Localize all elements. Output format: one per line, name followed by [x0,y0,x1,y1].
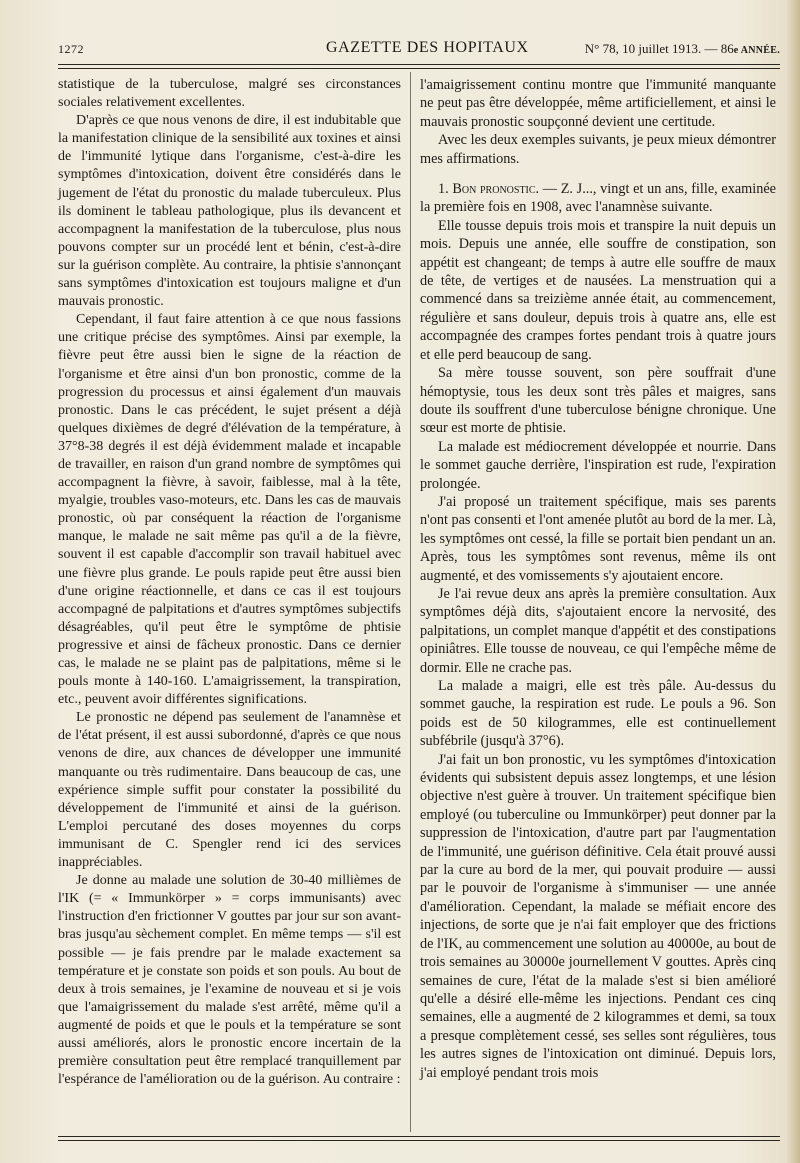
page-number: 1272 [58,42,84,56]
paragraph: Avec les deux exemples suivants, je peux mieux démontrer mes affirmations. [420,132,776,167]
paragraph: Le pronostic ne dépend pas seulement de l'anamnèse et de l'état présent, il est aussi subordonné, d'après ce que nous venons de dire, aux chances de développer une immunité manquante ou très rudimentaire. Dans beaucoup de cas, une expérience simple suffit pour constater la possibilité du développement de l'immunité et ainsi de la guérison. L'emploi percutané des doses moyennes du corps immunisant de C. Spengler rend ici des services inappréciables. [58,710,401,871]
paragraph: J'ai proposé un traitement spécifique, mais ses parents n'ont pas consenti et l'ont amenée plutôt au bord de la mer. Là, les symptômes ont cessé, la fille se portait bien pendant un an. Après, tous les symptômes sont revenus, même ils ont augmenté, et des vomissements s'y ajoutaient encore. [420,493,776,584]
case-text: — Z. J..., vingt et un ans, fille, examinée la première fois en 1908, avec l'anamnèse suivante. [420,181,776,216]
paragraph: Je donne au malade une solution de 30-40 millièmes de l'IK (= « Immunkörper » = corps immunisants) avec l'instruction d'en frictionner V gouttes par jour sur son avant-bras jusqu'au sèchement complet. En même temps — s'il est possible — je fais prendre par le malade exactement sa température et je constate son poids et son pouls. Au bout de deux à trois semaines, je l'examine de nouveau et si je vois que l'amaigrissement du malade s'est arrêté, même qu'il a augmenté de poids et que le pouls et la température se sont aussi améliorés, alors le pronostic encore incertain de la première consultation peut être remplacé tranquillement par l'espérance de l'amélioration ou de la guérison. Au contraire : [58,873,401,1088]
paragraph: Je l'ai revue deux ans après la première consultation. Aux symptômes déjà dits, s'ajoutaient encore la nervosité, des palpitations, un complet manque d'appétit et des constipations opiniâtres. Elle tousse de nouveau, ce qui l'empêche même de dormir. Elle ne crache pas. [420,585,776,676]
paragraph: La malade a maigri, elle est très pâle. Au-dessus du sommet gauche, la respiration est rude. Le pouls a 96. Son poids est de 50 kilogrammes, elle est continuellement subfébrile (jusqu'à 37°6). [420,678,776,750]
left-column [58,76,401,1089]
issue-info [585,41,780,57]
column-divider [410,72,411,1132]
paragraph: l'amaigrissement continu montre que l'immunité manquante ne peut pas être développée, même artificiellement, et ainsi le mauvais pronostic soupçonné devient une certitude. [420,77,776,130]
paragraph: statistique de la tuberculose, malgré ses circonstances sociales relativement excellentes. [58,77,401,111]
issue-date: N° 78, 10 juillet 1913. — 86 [584,41,734,56]
page-header [58,38,780,60]
header-rule [58,64,780,69]
paragraph: Elle tousse depuis trois mois et transpire la nuit depuis un mois. Depuis une année, elle souffre de constipation, son appétit est changeant; de temps à autre elle souffre de maux de tête, de vertiges et de nausées. La menstruation qui a commencé dans sa treizième année était, au commencement, régulière et sans douleur, depuis trois à quatre ans, elle est accompagnée des crampes fortes pendant trois à quatre jours et elle perd beaucoup de sang. [420,217,776,363]
paragraph: J'ai fait un bon pronostic, vu les symptômes d'intoxication évidents qui subsistent depuis assez longtemps, et une lésion objective n'est guère à trouver. Un traitement spécifique bien employé (ou tuberculine ou Immunkörper) peut donner par la suppression de l'intoxication, d'autre part par l'augmentation de l'immunité, une guérison définitive. Cela était prouvé aussi par la cure au bord de la mer, qui pouvait produire — aussi par le pouvoir de l'organisme à s'immuniser — une année d'amélioration. Cependant, la malade se méfiait encore des injections, de sorte que je n'ai fait employer que des frictions de l'IK, au commencement une solution au 40000e, au bout de trois semaines au 30000e journellement V gouttes. Après cinq semaines de cure, l'état de la malade s'est si bien amélioré qu'elle a désiré elle-même les injections. Pendant ces cinq semaines, elle a augmenté de 2 kilogrammes et demi, sa toux a presque complètement cessé, ses selles sont régulières, tous les autres signes de l'intoxication ont diminué. Depuis lors, j'ai employé pendant trois mois [420,751,776,1081]
issue-year: e ANNÉE. [733,45,780,56]
right-column [420,76,776,1082]
paragraph: La malade est médiocrement développée et nourrie. Dans le sommet gauche derrière, l'inspiration est rude, l'expiration prolongée. [420,438,776,492]
case-paragraph [420,180,776,217]
journal-title: GAZETTE DES HOPITAUX [326,39,529,56]
paragraph: Sa mère tousse souvent, son père souffrait d'une hémoptysie, tous les deux sont très pâles et maigres, sans doute ils souffrent d'une tuberculose bénigne chronique. Une sœur est morte de phtisie. [420,365,776,437]
paragraph: D'après ce que nous venons de dire, il est indubitable que la manifestation clinique de la sensibilité aux toxines et ainsi de l'immunité lytique dans l'organisme, c'est-à-dire les symptômes d'intoxication, doivent être considérés dans le jugement de l'état du pronostic du malade tuberculeux. Plus ils dominent le tableau pathologique, plus ils devancent et accompagnent la manifestation de la tuberculose, plus nous pouvons compter sur un procédé lent et bénin, c'est-à-dire sur la guérison complète. Au contraire, la phtisie s'annonçant sans symptômes d'intoxication est toujours maligne et d'un mauvais pronostic. [58,113,401,310]
case-heading: 1. Bon pronostic. [438,181,540,198]
footer-rule [58,1136,780,1141]
paragraph: Cependant, il faut faire attention à ce que nous fassions une critique précise des symptômes. Ainsi par exemple, la fièvre peut être aussi bien le signe de la réaction de l'organisme et être ainsi d'un bon pronostic, comme de la progression du processus et ainsi également d'un mauvais pronostic. Dans le cas précédent, le sujet présent a déjà quelques dixièmes de degré d'élévation de la température, à 37°8-38 degrés il est déjà évidemment malade et incapable de travailler, en raison d'un grand nombre de symptômes qui accompagnent la fièvre, à savoir, faiblesse, mal à la tête, myalgie, troubles vaso-moteurs, etc. Dans les cas de mauvais pronostic, où par conséquent la réaction de l'organisme manque, le malade ne sait même pas qu'il a de la fièvre, souvent il est capable d'accomplir son travail habituel avec une fièvre plus grande. Le pouls rapide peut être aussi bien d'une origine réactionnelle, et dans ce cas il est toujours accompagné de palpitations et d'autres symptômes subjectifs désagréables, qu'il peut être le symptôme de phtisie progressive et ainsi de fâcheux pronostic. Dans ce dernier cas, le malade ne se plaint pas de palpitations, même si le pouls monte à 140-160. L'amaigrissement, la transpiration, etc., peuvent avoir différentes significations. [58,312,401,708]
page-binding-shadow [786,0,800,1163]
